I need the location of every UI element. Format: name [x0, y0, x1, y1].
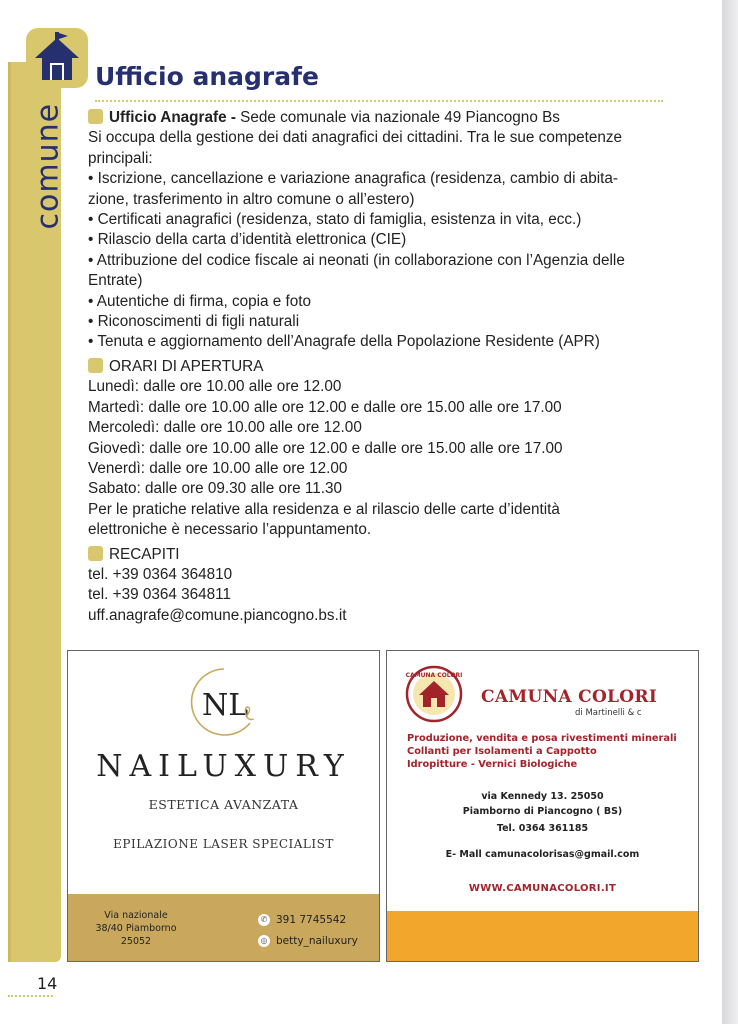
camuna-colori-products: Produzione, vendita e posa rivestimenti minerali Collanti per Isolamenti a Cappotto Idropitture - Vernici Biologiche — [407, 733, 677, 770]
page-title: Ufficio anagrafe — [95, 62, 319, 91]
sidebar-edge — [8, 62, 11, 962]
camuna-footer — [387, 911, 698, 961]
intro-line: • Autentiche di firma, copia e foto — [88, 292, 312, 310]
hours-line: elettroniche è necessario l’appuntamento. — [88, 521, 372, 539]
intro-line: principali: — [88, 149, 153, 167]
intro-line: Entrate) — [88, 272, 143, 290]
bullet-square-icon — [88, 546, 103, 561]
town-hall-icon — [32, 32, 82, 84]
hours-line: Lunedì: dalle ore 10.00 alle ore 12.00 — [88, 378, 342, 396]
hours-line: Mercoledì: dalle ore 10.00 alle ore 12.00 — [88, 419, 362, 437]
page-number: 14 — [37, 974, 58, 993]
intro-line: zione, trasferimento in altro comune o all’estero) — [88, 190, 415, 208]
camuna-address: via Kennedy 13. 25050 — [481, 791, 604, 802]
intro-line: • Attribuzione del codice fiscale ai neonati (in collaborazione con l’Agenzia delle — [88, 251, 625, 269]
bullet-square-icon — [88, 358, 103, 373]
hours-heading: ORARI DI APERTURA — [88, 357, 698, 377]
nailuxury-logo — [184, 665, 264, 739]
svg-text:CAMUNA COLORI: CAMUNA COLORI — [405, 672, 463, 679]
camuna-phone: Tel. 0364 361185 — [496, 823, 589, 834]
intro-line: • Tenuta e aggiornamento dell’Anagrafe della Popolazione Residente (APR) — [88, 333, 600, 351]
intro-line: Si occupa della gestione dei dati anagrafici dei cittadini. Tra le sue competenze — [88, 129, 623, 147]
camuna-colori-ad — [386, 650, 699, 962]
nailuxury-subtitle: ESTETICA AVANZATA — [148, 797, 299, 812]
content — [88, 108, 698, 626]
contact-phone: tel. +39 0364 364810 — [88, 565, 233, 583]
svg-text:NL: NL — [202, 688, 249, 723]
hours-line: Martedì: dalle ore 10.00 alle ore 12.00 e dalle ore 15.00 alle ore 17.00 — [88, 398, 562, 416]
whatsapp-icon: ✆ — [258, 914, 270, 926]
town-hall-badge — [26, 28, 88, 88]
instagram-icon: ◎ — [258, 935, 270, 947]
nailuxury-phone: ✆ 391 7745542 — [258, 914, 346, 926]
hours-line: Per le pratiche relative alla residenza e al rilascio delle carte d’identità — [88, 500, 560, 518]
nailuxury-instagram: ◎ betty_nailuxury — [258, 935, 358, 947]
contacts-heading: RECAPITI — [88, 545, 698, 565]
camuna-colori-owner: di Martinelli & c — [575, 708, 642, 718]
intro-heading: Ufficio Anagrafe - Sede comunale via nazionale 49 Piancogno Bs — [88, 108, 698, 128]
section-label: comune — [30, 102, 66, 230]
page-number-dots — [8, 995, 53, 997]
contact-phone: tel. +39 0364 364811 — [88, 586, 232, 604]
nailuxury-service: EPILAZIONE LASER SPECIALIST — [113, 837, 334, 851]
nailuxury-brand: NAILUXURY — [96, 749, 351, 784]
title-divider — [95, 100, 663, 102]
intro-line: • Rilascio della carta d’identità elettronica (CIE) — [88, 231, 407, 249]
camuna-website[interactable]: WWW.CAMUNACOLORI.IT — [468, 883, 617, 894]
contact-email[interactable]: uff.anagrafe@comune.piancogno.bs.it — [88, 606, 347, 624]
camuna-city: Piamborno di Piancogno ( BS) — [462, 806, 623, 817]
camuna-colori-logo — [405, 665, 463, 723]
nailuxury-ad — [67, 650, 380, 962]
camuna-email: E- Mall camunacolorisas@gmail.com — [445, 849, 640, 860]
nailuxury-address: Via nazionale 38/40 Piamborno 25052 — [95, 910, 177, 947]
hours-line: Giovedì: dalle ore 10.00 alle ore 12.00 e dalle ore 15.00 alle ore 17.00 — [88, 439, 563, 457]
intro-line: • Certificati anagrafici (residenza, stato di famiglia, esistenza in vita, ecc.) — [88, 211, 582, 229]
intro-line: • Riconoscimenti di figli naturali — [88, 313, 300, 331]
hours-line: Sabato: dalle ore 09.30 alle ore 11.30 — [88, 480, 343, 498]
hours-line: Venerdì: dalle ore 10.00 alle ore 12.00 — [88, 459, 348, 477]
camuna-colori-name: CAMUNA COLORI — [481, 687, 658, 707]
page-edge — [722, 0, 738, 1024]
bullet-square-icon — [88, 109, 103, 124]
intro-line: • Iscrizione, cancellazione e variazione anagrafica (residenza, cambio di abita- — [88, 170, 618, 188]
